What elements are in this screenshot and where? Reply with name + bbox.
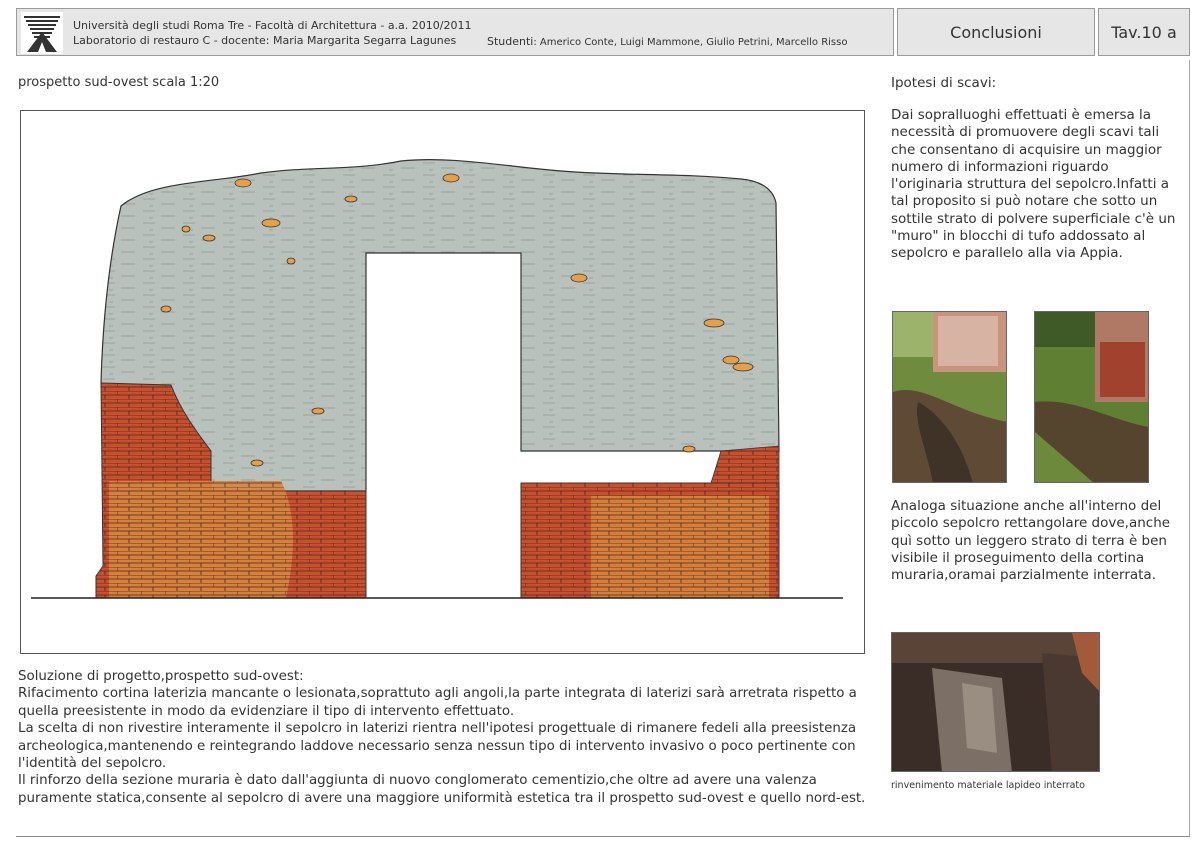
elevation-drawing (20, 110, 865, 654)
frame-right-line (1189, 60, 1190, 837)
students-names: : Americo Conte, Luigi Mammone, Giulio Petrini, Marcello Risso (533, 37, 848, 48)
project-heading: Soluzione di progetto,prospetto sud-ovest: (18, 669, 304, 684)
table-number: Tav.10 a (1098, 8, 1190, 56)
left-brick-integrated (109, 481, 293, 598)
project-description (18, 668, 870, 807)
header-bar (16, 8, 894, 56)
project-paragraph: Il rinforzo della sezione muraria è dato dall'aggiunta di nuovo conglomerato cementizio,che oltre ad avere una valenza puramente statica,consente al sepolcro di avere una maggiore uniformità estetica tra il prospetto sud-ovest e quello nord-est. (18, 773, 866, 806)
ipotesi-title: Ipotesi di scavi: (891, 75, 997, 91)
students-line (487, 35, 847, 48)
drawing-title: prospetto sud-ovest scala 1:20 (18, 75, 220, 90)
frame-bottom-line (16, 836, 1190, 837)
students-label: Studenti (487, 35, 534, 48)
university-logo-icon (21, 12, 63, 54)
buried-material-photo (891, 632, 1100, 772)
analoga-body: Analoga situazione anche all'interno del piccolo sepolcro rettangolare dove,anche quì sotto un leggero strato di terra è ben visibile il proseguimento della cortina muraria,oramai parzialmente interrata. (891, 498, 1171, 584)
right-brick-integrated (591, 496, 769, 598)
course-line: Laboratorio di restauro C - docente: Maria Margarita Segarra Lagunes (73, 34, 457, 47)
section-title: Conclusioni (897, 8, 1095, 56)
photo-caption: rinvenimento materiale lapideo interrato (891, 780, 1085, 791)
elevation-illustration (21, 111, 866, 655)
site-photo-2 (1034, 311, 1149, 483)
university-line: Università degli studi Roma Tre - Facoltà di Architettura - a.a. 2010/2011 (73, 19, 472, 32)
project-paragraph: La scelta di non rivestire interamente il sepolcro in laterizi rientra nell'ipotesi progettuale di rimanere fedeli alla preesistenza archeologica,mantenendo e reintegrando laddove necessario senza nessun tipo di intervento invasivo o poco pertinente con l'identità del sepolcro. (18, 721, 857, 772)
project-paragraph: Rifacimento cortina laterizia mancante o lesionata,soprattuto agli angoli,la parte integrata di laterizi sarà arretrata rispetto a quella preesistente in modo da evidenziare il tipo di intervento effettuato. (18, 686, 857, 719)
site-photo-1 (892, 311, 1007, 483)
ipotesi-body: Dai sopralluoghi effettuati è emersa la necessità di promuovere degli scavi tali che consentano di acquisire un maggior numero di informazioni riguardo l'originaria struttura del sepolcro.Infatti a tal proposito si può notare che sotto un sottile strato di polvere superficiale c'è un "muro" in blocchi di tufo addossato al sepolcro e parallelo alla via Appia. (891, 107, 1176, 262)
